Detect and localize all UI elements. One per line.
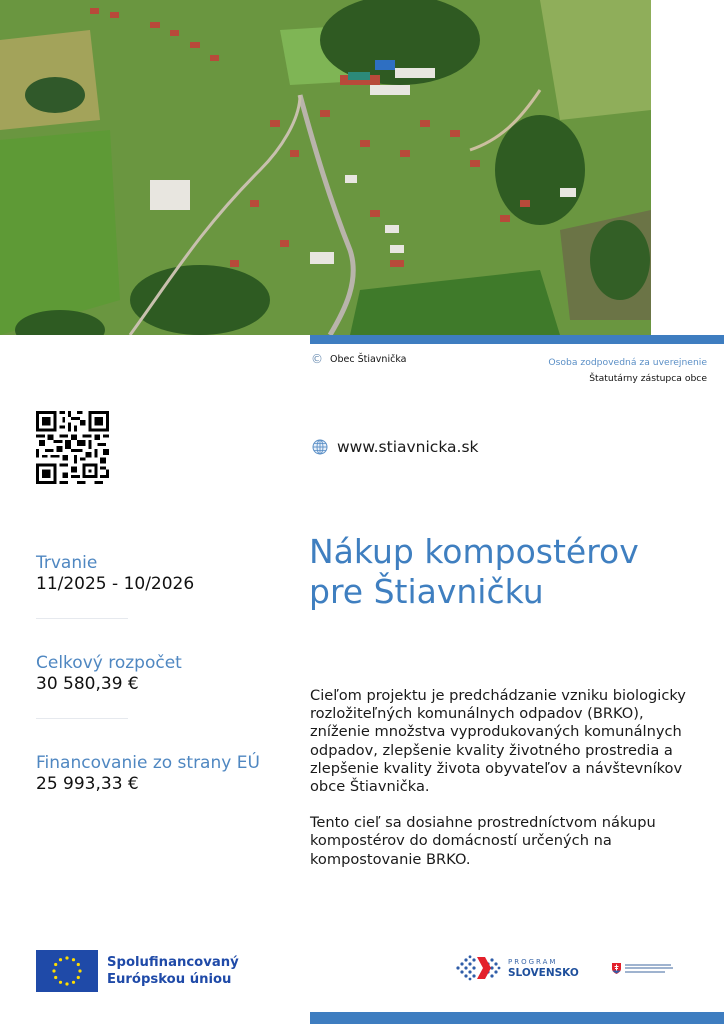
- description-paragraph: Cieľom projektu je predchádzanie vzniku biologicky rozložiteľných komunálnych odpadov (BRKO), zníženie množstva vyprodukovaných komunálnych odpadov, zlepšenie kvality životného prostredia a zlepšenie kvality života obyvateľov a návštevníkov obce Štiavnička.: [310, 687, 686, 796]
- accent-bar-bottom: [310, 1012, 724, 1024]
- project-title-line-1: Nákup kompostérov: [309, 532, 639, 571]
- fact-value: 25 993,33 €: [36, 774, 139, 794]
- program-label: PROGRAM: [508, 958, 558, 966]
- program-slovensko-icon: [455, 955, 501, 981]
- photo-owner: Obec Štiavnička: [330, 353, 407, 365]
- project-title: [309, 532, 709, 612]
- eu-cofunded-logo: [36, 950, 239, 992]
- fact-duration: [36, 553, 276, 595]
- fact-label: Celkový rozpočet: [36, 653, 182, 673]
- slovak-coat-of-arms-icon: [612, 963, 621, 974]
- divider: [36, 618, 128, 619]
- fact-eu-funding: [36, 753, 276, 795]
- photo-credit: [311, 353, 406, 365]
- project-title-line-2: pre Štiavničku: [309, 572, 544, 611]
- ministry-logo: [612, 962, 673, 974]
- eu-cofunded-text: [107, 954, 239, 988]
- program-slovensko-logo: [455, 955, 579, 981]
- ministry-name-text: [625, 962, 673, 974]
- responsible-person-value: Štatutárny zástupca obce: [589, 373, 707, 384]
- description-paragraph: Tento cieľ sa dosiahne prostredníctvom nákupu kompostérov do domácností určených na kompostovanie BRKO.: [310, 814, 656, 868]
- eu-text-line-2: Európskou úniou: [107, 972, 232, 987]
- divider: [36, 718, 128, 719]
- fact-value: 30 580,39 €: [36, 674, 139, 694]
- responsible-person-block: [548, 355, 707, 387]
- eu-flag-icon: [36, 950, 98, 992]
- fact-value: 11/2025 - 10/2026: [36, 574, 195, 594]
- fact-label: Financovanie zo strany EÚ: [36, 753, 260, 773]
- program-slovensko-text: [508, 957, 579, 979]
- accent-bar-top: [310, 335, 724, 344]
- slovensko-label: SLOVENSKO: [508, 967, 579, 979]
- fact-total-budget: [36, 653, 276, 695]
- project-facts: [36, 553, 276, 795]
- website-link[interactable]: [312, 438, 479, 456]
- eu-stars-icon: [36, 950, 98, 992]
- project-description: [310, 687, 690, 869]
- eu-text-line-1: Spolufinancovaný: [107, 955, 239, 970]
- fact-label: Trvanie: [36, 553, 98, 573]
- responsible-role-label: Osoba zodpovedná za uverejnenie: [548, 357, 707, 368]
- copyright-icon: ©: [311, 352, 323, 366]
- hero-photo: [0, 0, 651, 335]
- qr-code[interactable]: [36, 411, 109, 484]
- globe-icon: [312, 439, 328, 455]
- website-url[interactable]: www.stiavnicka.sk: [337, 438, 479, 456]
- village-aerial-image: [0, 0, 651, 335]
